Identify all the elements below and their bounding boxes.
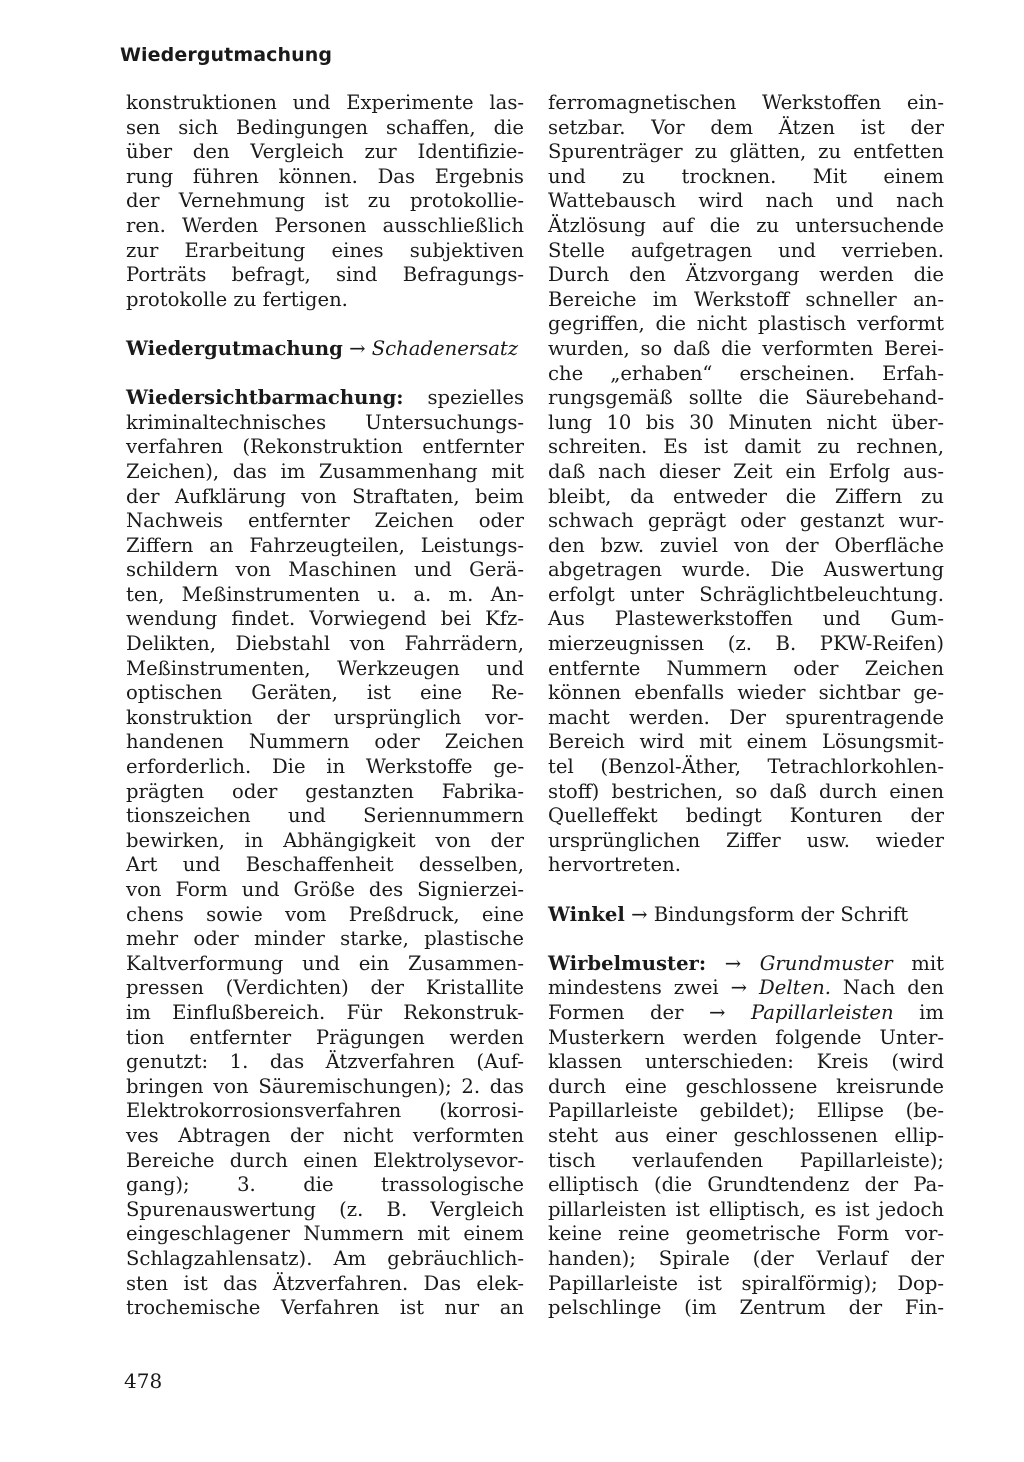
text-line: protokolle zu fertigen. xyxy=(126,287,348,311)
text-line: macht werden. Der spurentragende xyxy=(548,705,944,729)
arrow-icon: → xyxy=(631,902,648,926)
cross-reference: Bindungsform der Schrift xyxy=(653,902,909,926)
text-line: optischen Geräten, ist eine Re- xyxy=(126,681,524,705)
entry-wirbelmuster xyxy=(548,952,944,1321)
text-line: Elektrokorrosionsverfahren (korrosi- xyxy=(126,1099,524,1123)
arrow-icon: → xyxy=(709,1000,726,1024)
text-fragment: mit xyxy=(911,951,944,975)
entry-line xyxy=(126,386,524,411)
text-line: schreiten. Es ist damit zu rechnen, xyxy=(548,435,944,459)
text-line: handenen Nummern oder Zeichen xyxy=(126,730,524,754)
text-line: prägten oder gestanzten Fabrika- xyxy=(126,779,524,803)
text-fragment: mindestens zwei xyxy=(548,976,719,1000)
text-line: Stelle aufgetragen und verrieben. xyxy=(548,238,944,262)
headword: Wiedergutmachung xyxy=(126,336,343,360)
text-line: Wattebausch wird nach und nach xyxy=(548,189,944,213)
text-line: stoff) bestrichen, so daß durch einen xyxy=(548,779,944,803)
text-line: Musterkern werden folgende Unter- xyxy=(548,1025,944,1049)
entry-line xyxy=(548,976,944,1001)
text-line: sen sich Bedingungen schaffen, die xyxy=(126,115,524,139)
text-line: genutzt: 1. das Ätzverfahren (Auf- xyxy=(126,1050,524,1074)
text-line: sten ist das Ätzverfahren. Das elek- xyxy=(126,1271,524,1295)
entry-line xyxy=(548,952,944,977)
text-line: Quelleffekt bedingt Konturen der xyxy=(548,804,944,828)
text-line: Meßinstrumenten, Werkzeugen und xyxy=(126,656,524,680)
text-line: mehr oder minder starke, plastische xyxy=(126,927,524,951)
text-line: erforderlich. Die in Werkstoffe ge- xyxy=(126,755,524,779)
text-line: hervortreten. xyxy=(548,853,681,877)
text-line: gegriffen, die nicht plastisch verformt xyxy=(548,312,944,336)
entry-line xyxy=(548,903,944,928)
text-line: ren. Werden Personen ausschließlich xyxy=(126,213,524,237)
text-line: tion entfernter Prägungen werden xyxy=(126,1025,524,1049)
text-line: konstruktionen und Experimente las- xyxy=(126,91,524,114)
text-line: kriminaltechnisches Untersuchungs- xyxy=(126,410,524,434)
text-line: mierzeugnissen (z. B. PKW-Reifen) xyxy=(548,632,944,656)
text-line: pillarleisten ist elliptisch, es ist jedoch xyxy=(548,1197,944,1221)
text-line: Porträts befragt, sind Befragungs- xyxy=(126,263,524,287)
text-line: Ziffern an Fahrzeugteilen, Leistungs- xyxy=(126,533,524,557)
text-line: und zu trocknen. Mit einem xyxy=(548,164,944,188)
text-line: Delikten, Diebstahl von Fahrrädern, xyxy=(126,632,524,656)
text-line: Ätzlösung auf die zu untersuchende xyxy=(548,213,944,237)
text-line: tel (Benzol-Äther, Tetrachlorkohlen- xyxy=(548,755,944,779)
text-line: ten, Meßinstrumenten u. a. m. An- xyxy=(126,582,524,606)
text-fragment: spezielles xyxy=(427,386,524,410)
text-line: klassen unterschieden: Kreis (wird xyxy=(548,1050,944,1074)
text-line: Zeichen), das im Zusammenhang mit xyxy=(126,459,524,483)
text-line: entfernte Nummern oder Zeichen xyxy=(548,656,944,680)
text-line: tisch verlaufenden Papillarleiste); xyxy=(548,1148,944,1172)
cross-reference: Schadenersatz xyxy=(371,336,519,360)
text-line: Aus Plastewerkstoffen und Gum- xyxy=(548,607,944,631)
cross-reference: Grundmuster xyxy=(759,951,893,975)
headword: Winkel xyxy=(548,902,625,926)
text-line: tionszeichen und Seriennummern xyxy=(126,804,524,828)
text-line: der Aufklärung von Straftaten, beim xyxy=(126,484,524,508)
text-line: bringen von Säuremischungen); 2. das xyxy=(126,1074,524,1098)
entry-line xyxy=(126,337,524,362)
text-line: bewirken, in Abhängigkeit von der xyxy=(126,828,524,852)
text-line: gang); 3. die trassologische xyxy=(126,1173,524,1197)
running-head: Wiedergutmachung xyxy=(120,44,333,66)
text-line: ferromagnetischen Werkstoffen ein- xyxy=(548,91,944,114)
text-line: bleibt, da entweder die Ziffern zu xyxy=(548,484,944,508)
entry-winkel xyxy=(548,903,944,928)
entry-line xyxy=(548,1001,944,1026)
text-line: Bereiche durch einen Elektrolysevor- xyxy=(126,1148,524,1172)
text-line: den bzw. zuviel von der Oberfläche xyxy=(548,533,944,557)
text-line: Papillarleiste gebildet); Ellipse (be- xyxy=(548,1099,944,1123)
text-line: Art und Beschaffenheit desselben, xyxy=(126,853,524,877)
text-line: eingeschlagener Nummern mit einem xyxy=(126,1222,524,1246)
text-line: ursprünglichen Ziffer usw. wieder xyxy=(548,828,944,852)
text-line: wendung findet. Vorwiegend bei Kfz- xyxy=(126,607,524,631)
text-line: steht aus einer geschlossenen ellip- xyxy=(548,1123,944,1147)
text-line: Durch den Ätzvorgang werden die xyxy=(548,263,944,287)
text-line: Papillarleiste ist spiralförmig); Dop- xyxy=(548,1271,944,1295)
entry-wiedergutmachung xyxy=(126,337,524,362)
text-line: setzbar. Vor dem Ätzen ist der xyxy=(548,115,944,139)
text-fragment: Formen der xyxy=(548,1000,684,1024)
text-line: schildern von Maschinen und Gerä- xyxy=(126,558,524,582)
text-line: durch eine geschlossene kreisrunde xyxy=(548,1074,944,1098)
text-line: können ebenfalls wieder sichtbar ge- xyxy=(548,681,944,705)
text-line: von Form und Größe des Signierzei- xyxy=(126,878,524,901)
text-line: zur Erarbeitung eines subjektiven xyxy=(126,238,524,262)
text-fragment: im xyxy=(919,1000,944,1024)
text-line: über den Vergleich zur Identifizie- xyxy=(126,140,524,164)
text-line: chens sowie vom Preßdruck, eine xyxy=(126,902,524,926)
text-line: Spurenauswertung (z. B. Vergleich xyxy=(126,1197,524,1221)
text-line: Bereiche im Werkstoff schneller an- xyxy=(548,287,944,311)
text-line: Schlagzahlensatz). Am gebräuchlich- xyxy=(126,1246,524,1270)
text-line: pressen (Verdichten) der Kristallite xyxy=(126,976,524,1000)
text-line: Bereich wird mit einem Lösungsmit- xyxy=(548,730,944,754)
text-line: Kaltverformung und ein Zusammen- xyxy=(126,951,524,975)
text-line: elliptisch (die Grundtendenz der Pa- xyxy=(548,1173,944,1197)
text-line: verfahren (Rekonstruktion entfernter xyxy=(126,435,524,459)
arrow-icon: → xyxy=(349,336,366,360)
continued-paragraph xyxy=(126,91,524,312)
left-column xyxy=(126,91,524,1321)
text-line: der Vernehmung ist zu protokollie- xyxy=(126,189,524,213)
entry-wiedersichtbarmachung xyxy=(126,386,524,1321)
text-line: ves Abtragen der nicht verformten xyxy=(126,1123,524,1147)
continued-paragraph xyxy=(548,91,944,878)
text-line: im Einflußbereich. Für Rekonstruk- xyxy=(126,1000,524,1024)
text-line: trochemische Verfahren ist nur an xyxy=(126,1296,524,1320)
text-line: daß nach dieser Zeit ein Erfolg aus- xyxy=(548,459,944,483)
text-line: erfolgt unter Schräglichtbeleuchtung. xyxy=(548,582,944,606)
page-number: 478 xyxy=(124,1369,163,1393)
text-line: wurden, so daß die verformten Berei- xyxy=(548,336,944,360)
text-line: handen); Spirale (der Verlauf der xyxy=(548,1246,944,1270)
text-line: schwach geprägt oder gestanzt wur- xyxy=(548,509,944,533)
text-line: pelschlinge (im Zentrum der Fin- xyxy=(548,1296,944,1320)
arrow-icon: → xyxy=(730,976,748,1000)
text-line: konstruktion der ursprünglich vor- xyxy=(126,705,524,729)
text-line: lung 10 bis 30 Minuten nicht über- xyxy=(548,410,944,434)
text-line: Nachweis entfernter Zeichen oder xyxy=(126,509,524,533)
headword: Wiedersichtbarmachung: xyxy=(126,386,404,410)
text-fragment: Nach den xyxy=(842,976,944,1000)
cross-reference: Papillarleisten xyxy=(750,1000,894,1024)
right-column xyxy=(548,91,944,1321)
text-line: rungsgemäß sollte die Säurebehand- xyxy=(548,386,944,410)
text-line: Spurenträger zu glätten, zu entfetten xyxy=(548,140,944,164)
cross-reference: Delten. xyxy=(759,976,831,1000)
text-line: keine reine geometrische Form vor- xyxy=(548,1222,944,1246)
text-line: abgetragen wurde. Die Auswertung xyxy=(548,558,944,582)
headword: Wirbelmuster: xyxy=(548,951,707,975)
arrow-icon: → xyxy=(724,951,742,975)
text-line: che „erhaben“ erscheinen. Erfah- xyxy=(548,361,944,385)
text-line: rung führen können. Das Ergebnis xyxy=(126,164,524,188)
